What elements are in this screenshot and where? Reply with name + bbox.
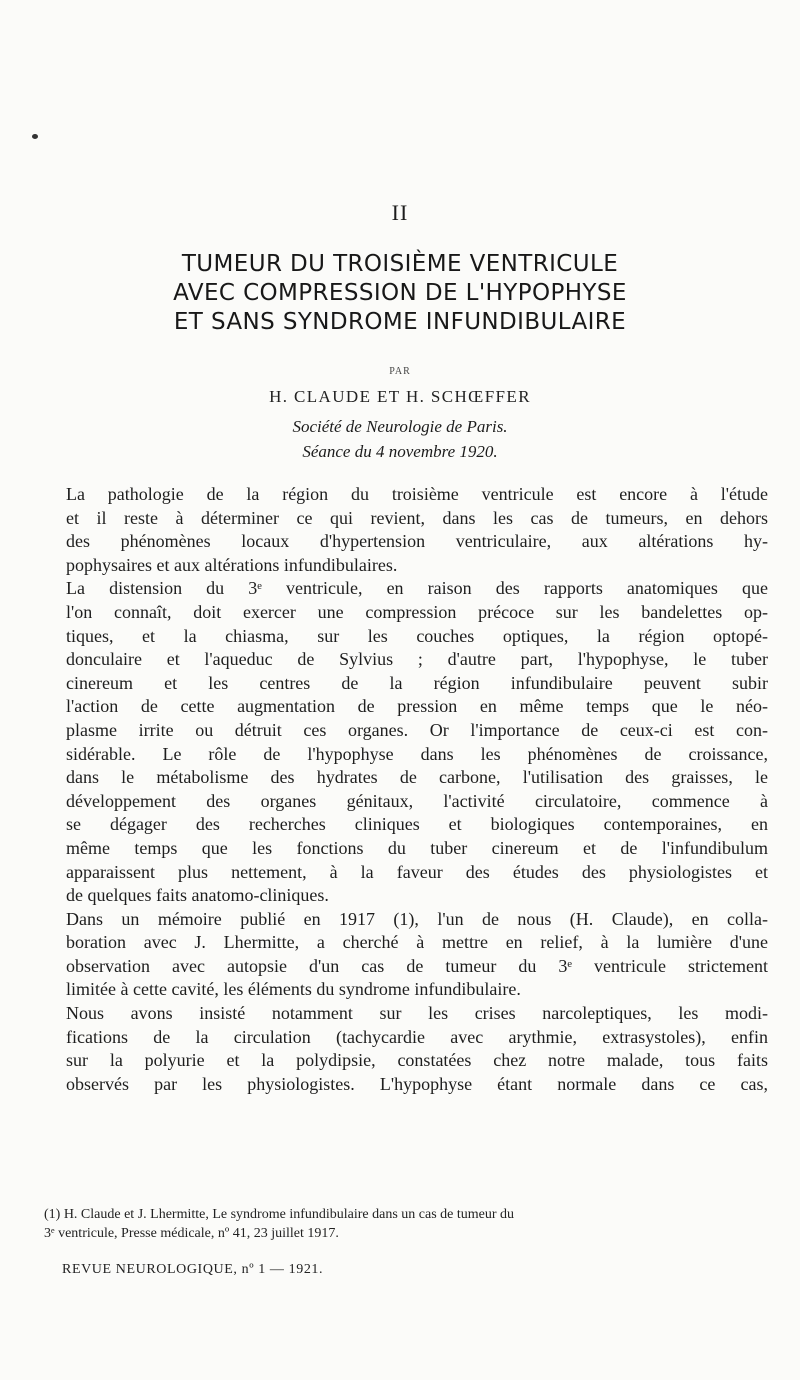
article-body xyxy=(44,483,768,1096)
text-line: limitée à cette cavité, les éléments du syndrome infundibulaire. xyxy=(66,979,521,1000)
text-line: et il reste à déterminer ce qui revient, dans les cas de tumeurs, en dehors xyxy=(66,507,768,528)
ink-speck xyxy=(32,134,38,139)
text-line: dans le métabolisme des hydrates de carbone, l'utilisation des graisses, le xyxy=(66,767,768,788)
text-line: même temps que les fonctions du tuber cinereum et de l'infundibulum xyxy=(66,837,768,858)
title-line: AVEC COMPRESSION DE L'HYPOPHYSE xyxy=(173,280,627,306)
footnote-line: 3ᵉ ventricule, Presse médicale, nº 41, 23 juillet 1917. xyxy=(44,1226,339,1241)
text-line: de quelques faits anatomo-cliniques. xyxy=(66,885,329,906)
society: Société de Neurologie de Paris. xyxy=(292,417,508,436)
text-line: fications de la circulation (tachycardie avec arythmie, extrasystoles), enfin xyxy=(66,1026,768,1047)
text-line: apparaissent plus nettement, à la faveur des études des physiologistes et xyxy=(66,861,768,882)
footnote xyxy=(44,1205,744,1243)
paragraph xyxy=(44,577,768,907)
text-line: La distension du 3ᵉ ventricule, en raison des rapports anatomiques que xyxy=(66,578,768,599)
text-line: donculaire et l'aqueduc de Sylvius ; d'autre part, l'hypophyse, le tuber xyxy=(66,649,768,670)
title-line: TUMEUR DU TROISIÈME VENTRICULE xyxy=(181,251,619,277)
journal-footer: REVUE NEUROLOGIQUE, nº 1 — 1921. xyxy=(62,1262,324,1277)
seance-date: Séance du 4 novembre 1920. xyxy=(302,442,498,461)
text-line: observation avec autopsie d'un cas de tumeur du 3ᵉ ventricule strictement xyxy=(66,955,768,976)
text-line: l'action de cette augmentation de pression en même temps que le néo- xyxy=(66,696,768,717)
article-title xyxy=(130,250,670,337)
text-line: Dans un mémoire publié en 1917 (1), l'un de nous (H. Claude), en colla- xyxy=(66,908,768,929)
by-label: PAR xyxy=(389,366,411,377)
paragraph xyxy=(44,908,768,1002)
section-numeral: II xyxy=(391,200,409,225)
text-line: cinereum et les centres de la région infundibulaire peuvent subir xyxy=(66,672,768,693)
text-line: tiques, et la chiasma, sur les couches optiques, la région optopé- xyxy=(66,625,768,646)
title-line: ET SANS SYNDROME INFUNDIBULAIRE xyxy=(173,309,627,335)
text-line: des phénomènes locaux d'hypertension ventriculaire, aux altérations hy- xyxy=(66,531,768,552)
text-line: se dégager des recherches cliniques et biologiques contemporaines, en xyxy=(66,814,768,835)
text-line: Nous avons insisté notamment sur les crises narcoleptiques, les modi- xyxy=(66,1003,768,1024)
footnote-line: (1) H. Claude et J. Lhermitte, Le syndrome infundibulaire dans un cas de tumeur du xyxy=(44,1207,515,1222)
text-line: boration avec J. Lhermitte, a cherché à mettre en relief, à la lumière d'une xyxy=(66,932,768,953)
text-line: plasme irrite ou détruit ces organes. Or l'importance de ceux-ci est con- xyxy=(66,719,768,740)
paragraph xyxy=(44,483,768,577)
text-line: développement des organes génitaux, l'activité circulatoire, commence à xyxy=(66,790,768,811)
text-line: pophysaires et aux altérations infundibulaires. xyxy=(66,554,398,575)
text-line: La pathologie de la région du troisième ventricule est encore à l'étude xyxy=(66,484,768,504)
authors: H. CLAUDE ET H. SCHŒFFER xyxy=(269,387,531,406)
paragraph xyxy=(44,1002,768,1096)
text-line: l'on connaît, doit exercer une compression précoce sur les bandelettes op- xyxy=(66,601,768,622)
text-line: sidérable. Le rôle de l'hypophyse dans les phénomènes de croissance, xyxy=(66,743,768,764)
text-line: observés par les physiologistes. L'hypophyse étant normale dans ce cas, xyxy=(66,1073,768,1094)
text-line: sur la polyurie et la polydipsie, constatées chez notre malade, tous faits xyxy=(66,1050,768,1071)
